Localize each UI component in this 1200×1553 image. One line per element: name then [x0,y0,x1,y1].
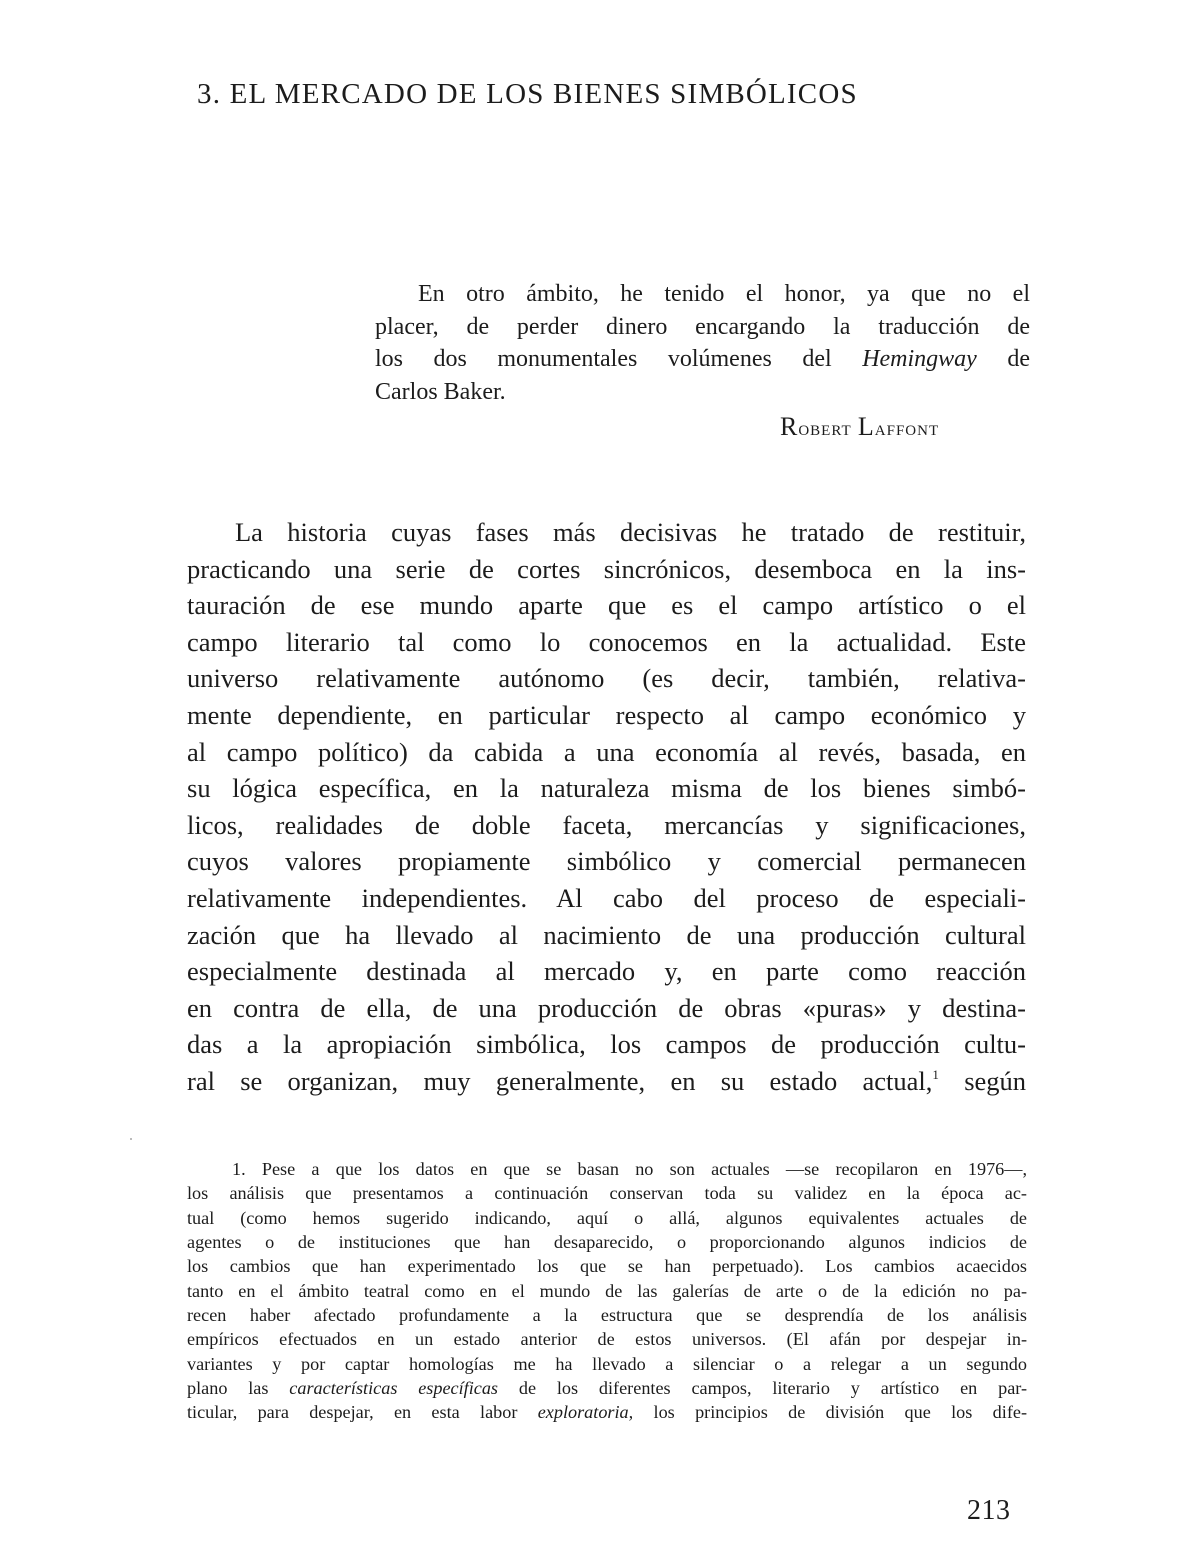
footnote-line: los análisis que presentamos a continuación conservan toda su validez en la época ac- [187,1183,1027,1204]
body-line: zación que ha llevado al nacimiento de una producción cultural [187,919,1026,950]
epigraph-line [375,343,1030,376]
footnote-text: los principios de división que los dife- [653,1402,1028,1423]
page-number: 213 [967,1495,1011,1526]
body-line: campo literario tal como lo conocemos en la actualidad. Este [187,626,1026,657]
footnote-line [187,1400,1027,1424]
body-line: en contra de ella, de una producción de obras «puras» y destina- [187,992,1026,1023]
body-line: relativamente independientes. Al cabo del proceso de especiali- [187,882,1026,913]
body-line: mente dependiente, en particular respecto al campo económico y [187,699,1026,730]
body-line: La historia cuyas fases más decisivas he tratado de restituir, [235,517,1026,547]
footnote-line: 1. Pese a que los datos en que se basan no son actuales —se recopilaron en 1976—, [232,1159,1027,1179]
body-line: al campo político) da cabida a una economía al revés, basada, en [187,736,1026,767]
epigraph-line: Carlos Baker. [375,378,506,405]
body-paragraph [187,514,1026,1100]
book-title-italic: Hemingway [862,346,977,372]
body-line: especialmente destinada al mercado y, en parte como reacción [187,956,1026,987]
epigraph [375,278,1030,408]
scan-mark [130,1138,132,1140]
body-line: universo relativamente autónomo (es decir, también, relativa- [187,663,1026,694]
footnote-text: plano las [187,1378,269,1399]
footnote-line: tual (como hemos sugerido indicando, aquí o allá, algunos equivalentes actuales de [187,1207,1027,1228]
footnote-line: agentes o de instituciones que han desaparecido, o proporcionando algunos indicios de [187,1232,1027,1253]
footnote-text: de los diferentes campos, literario y artístico en par- [518,1378,1028,1399]
footnote-line: empíricos efectuados en un estado anterior de estos universos. (El afán por despejar in- [187,1329,1027,1350]
footnote-line: tanto en el ámbito teatral como en el mundo de las galerías de arte o de la edición no pa- [187,1280,1027,1301]
body-line: su lógica específica, en la naturaleza misma de los bienes simbó- [187,773,1026,804]
footnote [187,1157,1027,1425]
footnote-line: variantes y por captar homologías me ha llevado a silenciar o a relegar a un segundo [187,1353,1027,1374]
footnote-line: los cambios que han experimentado los que se han perpetuado). Los cambios acaecidos [187,1256,1027,1277]
body-line: tauración de ese mundo aparte que es el campo artístico o el [187,590,1026,621]
epigraph-author: Robert Laffont [780,412,940,441]
body-line: licos, realidades de doble faceta, mercancías y significaciones, [187,809,1026,840]
footnote-text: ticular, para despejar, en esta labor [187,1402,518,1423]
epigraph-line: En otro ámbito, he tenido el honor, ya que no el [418,281,1030,307]
footnote-italic: características específicas [289,1378,499,1399]
epigraph-text: de [1007,346,1031,372]
body-text: según [964,1065,1027,1096]
footnote-line: recen haber afectado profundamente a la estructura que se desprendía de los análisis [187,1305,1027,1326]
epigraph-line: placer, de perder dinero encargando la traducción de [375,313,1030,340]
footnote-italic: exploratoria, [537,1402,634,1423]
body-line: practicando una serie de cortes sincrónicos, desemboca en la ins- [187,553,1026,584]
footnote-line [187,1376,1027,1400]
chapter-title: 3. EL MERCADO DE LOS BIENES SIMBÓLICOS [197,78,858,110]
body-text: ral se organizan, muy generalmente, en su estado actual, [187,1065,933,1096]
epigraph-text: los dos monumentales volúmenes del [375,346,832,372]
body-line: das a la apropiación simbólica, los campos de producción cultu- [187,1029,1026,1060]
body-line: cuyos valores propiamente simbólico y comercial permanecen [187,846,1026,877]
footnote-reference[interactable]: 1 [932,1066,939,1082]
body-line [187,1063,1026,1100]
